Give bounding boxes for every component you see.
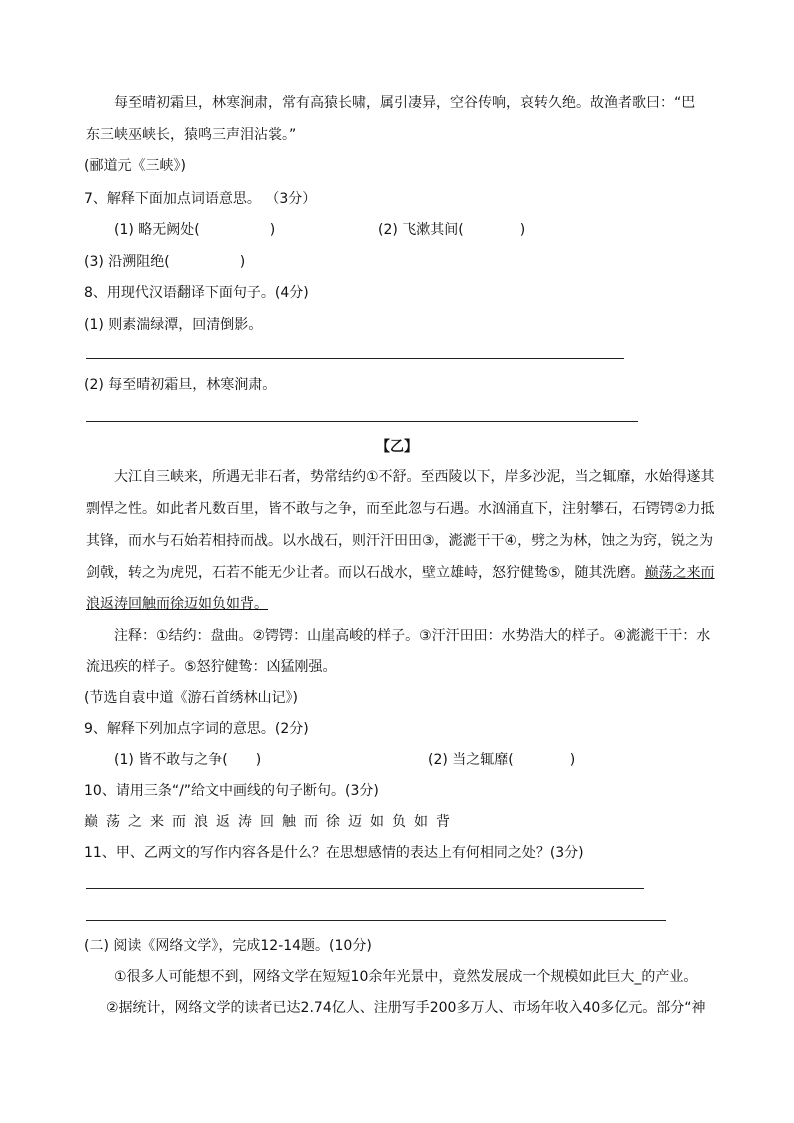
q7-stem: 7、解释下面加点词语意思。 （3分） bbox=[84, 191, 317, 207]
answer-line-q11-2[interactable] bbox=[86, 920, 666, 921]
q10-stem: 10、请用三条“/”给文中画线的句子断句。(3分) bbox=[84, 783, 379, 799]
answer-line-q11-1[interactable] bbox=[86, 888, 644, 889]
passage-b-note-1: 注释：①结约：盘曲。②锷锷：山崖高峻的样子。③汗汗田田：水势浩大的样子。④滮滮干干：水 bbox=[114, 628, 711, 644]
q9-stem: 9、解释下列加点字词的意思。(2分) bbox=[84, 721, 309, 737]
passage-b-line-1: 大江自三峡来，所遇无非石者，势常结约①不舒。至西陵以下，岸多沙泥，当之辄靡，水始得遂其 bbox=[114, 469, 715, 485]
passage-a-line-2: 东三峡巫峡长，猿鸣三声泪沾裳。” bbox=[86, 127, 297, 143]
q11-stem: 11、甲、乙两文的写作内容各是什么？在思想感情的表达上有何相同之处？(3分) bbox=[84, 845, 584, 861]
q7-item-3: (3) 沿溯阻绝( ) bbox=[84, 254, 246, 270]
q8-sentence-2: (2) 每至晴初霜旦，林寒涧肃。 bbox=[84, 377, 277, 393]
q10-sentence: 巅荡之来而浪返涛回触而徐迈如负如背 bbox=[84, 814, 458, 830]
passage-a-source: (郦道元《三峡》) bbox=[84, 158, 186, 174]
answer-line-q8-1[interactable] bbox=[86, 358, 624, 359]
passage-b-source: (节选自袁中道《游石首绣林山记》) bbox=[84, 690, 298, 706]
q9-item-1: (1) 皆不敢与之争( ) bbox=[114, 752, 262, 768]
passage-b-line-2: 剽悍之性。如此者凡数百里，皆不敢与之争，而至此忽与石遇。水汹涌直下，注射攀石，石锷锷②力抵 bbox=[86, 501, 715, 517]
passage-b-line-4-text: 剑戟，转之为虎兕，石若不能无少让者。而以石战水，壁立雄峙，怒狞健鸷⑤，随其洗磨。 bbox=[86, 565, 645, 581]
q7-item-2: (2) 飞漱其间( ) bbox=[378, 222, 526, 238]
part2-heading: (二) 阅读《网络文学》，完成12-14题。(10分) bbox=[84, 938, 372, 954]
q8-sentence-1: (1) 则素湍绿潭，回清倒影。 bbox=[84, 317, 263, 333]
passage-b-heading: 【乙】 bbox=[376, 439, 418, 455]
underlined-sentence-part-2: 浪返涛回触而徐迈如负如背。 bbox=[86, 596, 268, 612]
q9-item-2: (2) 当之辄靡( ) bbox=[428, 752, 576, 768]
part2-para-2: ②据统计，网络文学的读者已达2.74亿人、注册写手200多万人、市场年收入40多亿元。部分“神 bbox=[106, 1000, 706, 1016]
passage-b-line-3: 其锋，而水与石始若相持而战。以水战石，则汗汗田田③，滮滮干干④，劈之为林，蚀之为窍，锐之为 bbox=[86, 533, 714, 549]
passage-b-line-4 bbox=[86, 563, 715, 583]
q7-item-1: (1) 略无阙处( ) bbox=[114, 222, 276, 238]
passage-a-line-1: 每至晴初霜旦，林寒涧肃，常有高猿长啸，属引凄异，空谷传响，哀转久绝。故渔者歌曰：“巴 bbox=[114, 95, 696, 111]
q8-stem: 8、用现代汉语翻译下面句子。(4分) bbox=[84, 285, 309, 301]
passage-b-note-2: 流迅疾的样子。⑤怒狞健鸷：凶猛刚强。 bbox=[86, 659, 337, 675]
answer-line-q8-2[interactable] bbox=[86, 421, 638, 422]
part2-para-1: ①很多人可能想不到，网络文学在短短10余年光景中，竟然发展成一个规模如此巨大_的产业。 bbox=[114, 969, 698, 985]
underlined-sentence-part-1: 巅荡之来而 bbox=[644, 565, 715, 581]
